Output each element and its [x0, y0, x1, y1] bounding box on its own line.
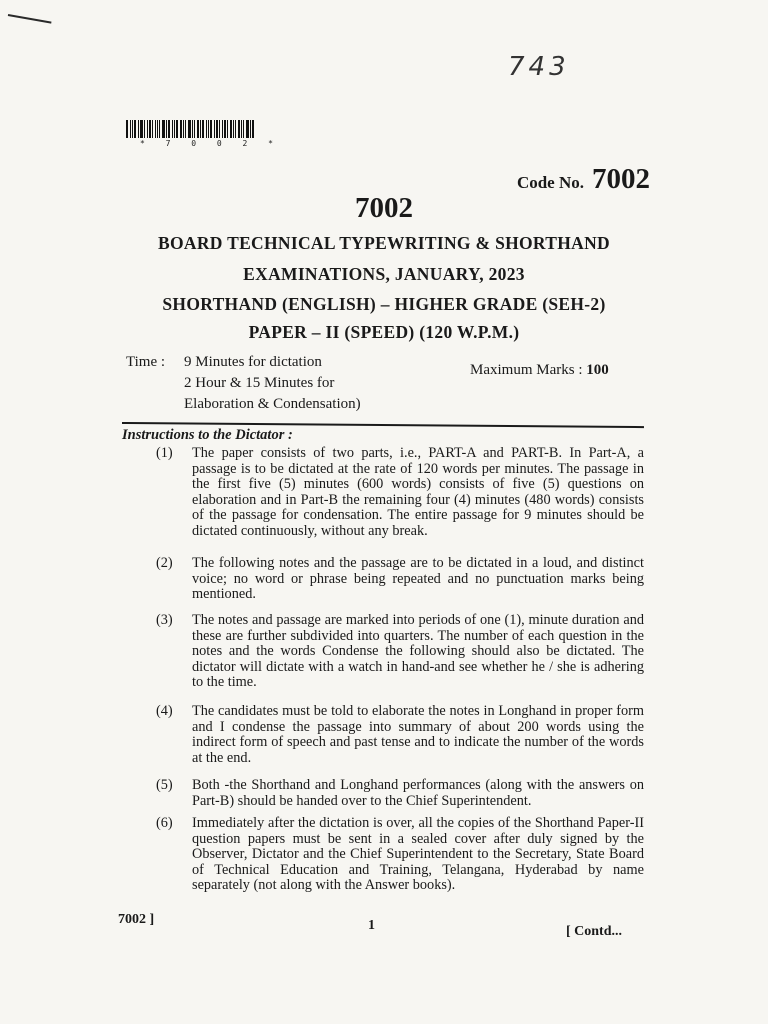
corner-pen-mark	[8, 14, 52, 24]
footer-code: 7002 ]	[118, 912, 155, 927]
time-line-3: Elaboration & Condensation)	[184, 396, 361, 412]
instruction-number: (3)	[156, 612, 173, 628]
instruction-item	[156, 556, 644, 603]
instruction-text: Immediately after the dictation is over, all the copies of the Shorthand Paper-II question papers must be sent in a sealed cover after duly signed by the Observer, Dictator and the Chief Superintendent to the Secretary, State Board of Technical Education and Training, Telangana, Hyderabad by name separately (not along with the Answer books).	[192, 815, 644, 894]
instruction-item	[156, 778, 644, 809]
time-label: Time :	[126, 354, 166, 370]
instruction-item	[156, 613, 644, 691]
time-block	[126, 352, 361, 415]
instruction-number: (4)	[156, 703, 173, 719]
page-number: 1	[368, 918, 375, 933]
time-line-2: 2 Hour & 15 Minutes for	[184, 375, 335, 391]
continued-note: [ Contd...	[566, 924, 623, 939]
barcode	[126, 120, 256, 138]
title-line-1: BOARD TECHNICAL TYPEWRITING & SHORTHAND	[158, 233, 610, 253]
instruction-item	[156, 446, 644, 540]
title-line-2: EXAMINATIONS, JANUARY, 2023	[243, 264, 525, 284]
code-value: 7002	[592, 163, 650, 195]
time-line-1: 9 Minutes for dictation	[184, 354, 322, 370]
max-marks-label: Maximum Marks :	[470, 362, 583, 378]
instruction-text: The notes and passage are marked into periods of one (1), minute duration and these are further subdivided into quarters. The number of each question in the notes and the words Condense the following should also be dictated. The dictator will dictate with a watch in hand-and see whether he / she is adhering to the time.	[192, 612, 644, 691]
instruction-item	[156, 704, 644, 766]
instruction-text: The following notes and the passage are to be dictated in a loud, and distinct voice; no word or phrase being repeated and no punctuation marks being mentioned.	[192, 555, 644, 603]
instructions-heading: Instructions to the Dictator :	[122, 427, 293, 443]
instruction-number: (5)	[156, 777, 173, 793]
title-line-3: SHORTHAND (ENGLISH) – HIGHER GRADE (SEH-2)	[162, 294, 606, 314]
instruction-text: The paper consists of two parts, i.e., PART-A and PART-B. In Part-A, a passage is to be dictated at the rate of 120 words per minutes. The passage in the first five (5) minutes (600 words) consists of five (5) questions on elaboration and in Part-B the remaining four (4) minutes (480 words) consists of the passage for condensation. The entire passage for 9 minutes should be dictated continuously, without any break.	[192, 445, 644, 539]
instruction-number: (2)	[156, 555, 173, 571]
max-marks-value: 100	[586, 362, 609, 378]
title-line-4: PAPER – II (SPEED) (120 W.P.M.)	[248, 322, 520, 342]
instruction-number: (1)	[156, 445, 173, 461]
instruction-number: (6)	[156, 815, 173, 831]
instruction-text: Both -the Shorthand and Longhand performances (along with the answers on Part-B) should be handed over to the Chief Superintendent.	[192, 777, 644, 809]
instruction-text: The candidates must be told to elaborate the notes in Longhand in proper form and I condense the passage into summary of about 200 words using the indirect form of speech and past tense and to indicate the number of the words at the end.	[192, 703, 644, 766]
handwritten-note: 743	[508, 52, 570, 82]
max-marks	[470, 362, 609, 379]
code-label: Code No.	[516, 173, 584, 192]
paper-code-heading: 7002	[355, 192, 413, 224]
instruction-item	[156, 816, 644, 894]
barcode-digits: * 7 0 0 2 *	[140, 139, 281, 148]
